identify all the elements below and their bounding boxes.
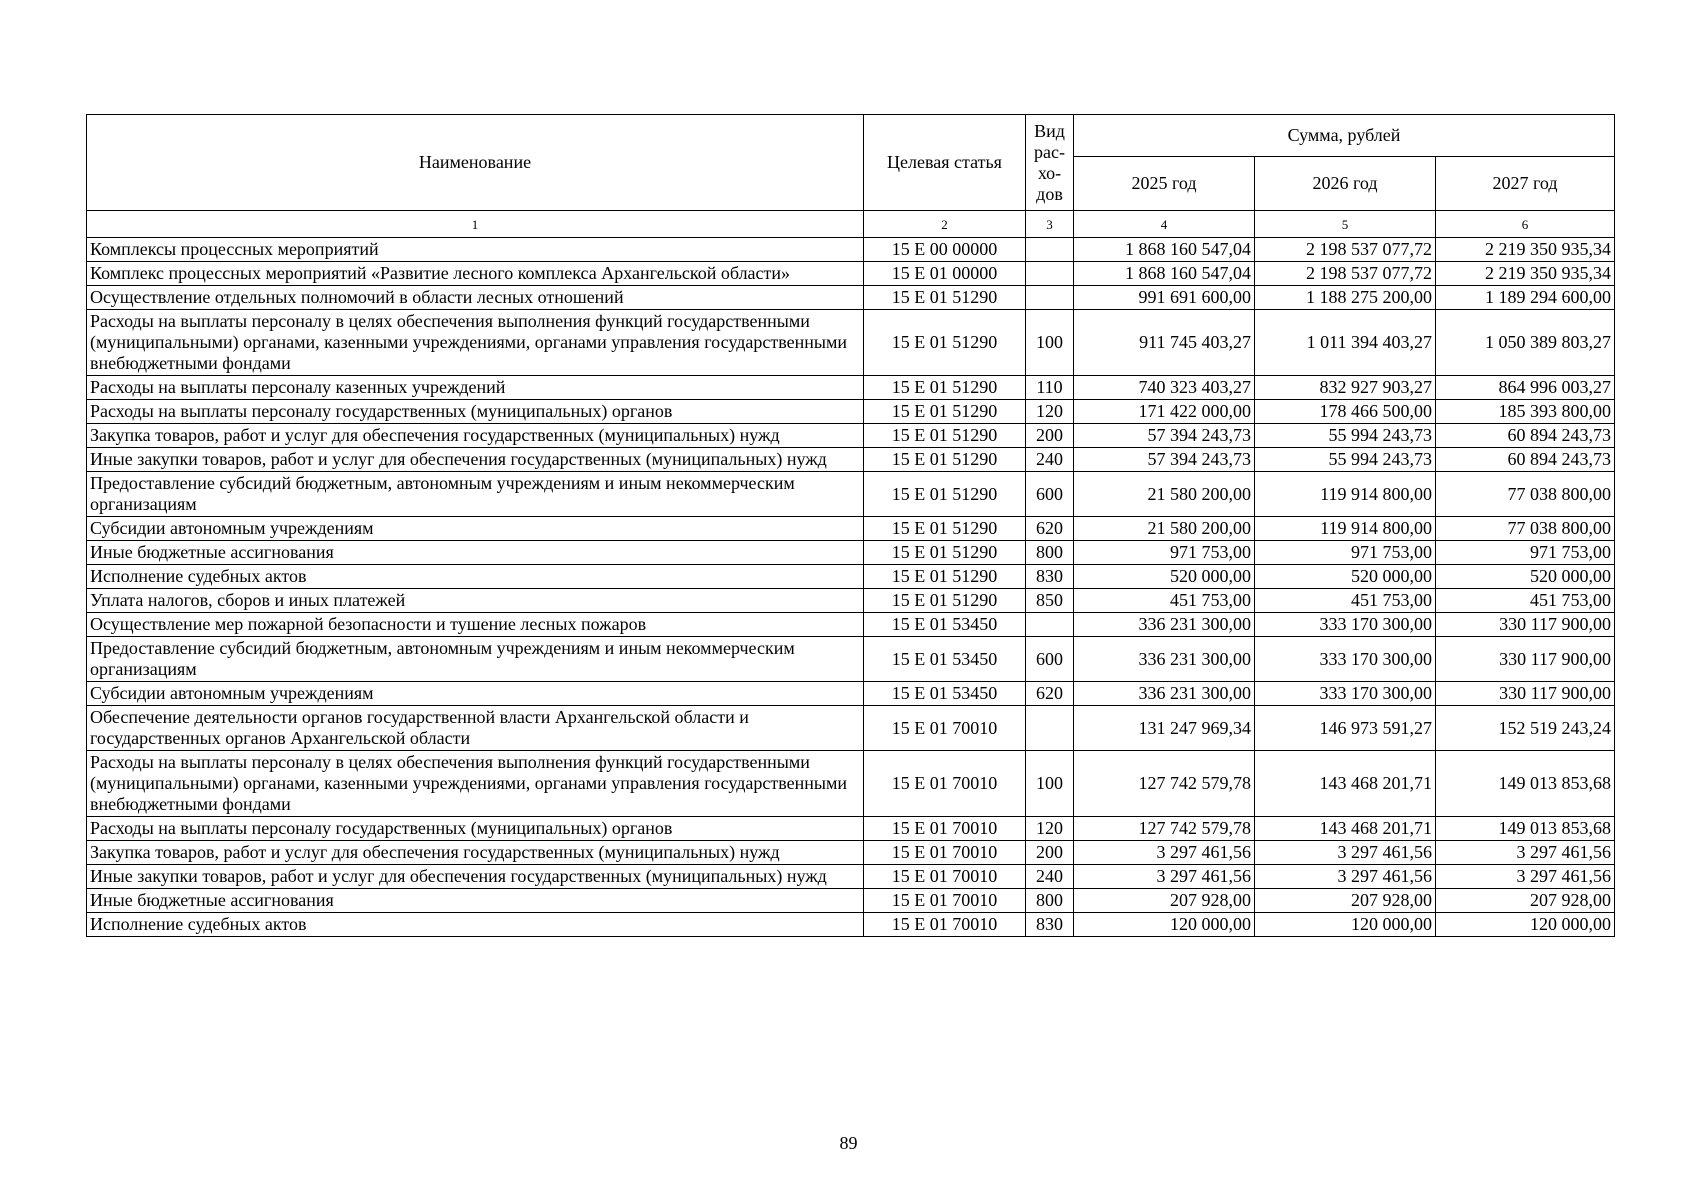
row-amount-2025: 520 000,00 (1074, 565, 1255, 589)
row-expense-kind: 600 (1026, 472, 1074, 517)
table-row (87, 706, 1615, 751)
row-amount-2025: 3 297 461,56 (1074, 865, 1255, 889)
row-amount-2026: 2 198 537 077,72 (1255, 262, 1436, 286)
row-amount-2026: 1 188 275 200,00 (1255, 286, 1436, 310)
row-target-code: 15 Е 01 70010 (864, 706, 1026, 751)
row-target-code: 15 Е 01 70010 (864, 913, 1026, 937)
row-expense-kind (1026, 286, 1074, 310)
row-target-code: 15 Е 01 51290 (864, 472, 1026, 517)
table-row (87, 238, 1615, 262)
row-target-code: 15 Е 01 53450 (864, 637, 1026, 682)
table-row (87, 541, 1615, 565)
row-name: Исполнение судебных актов (87, 565, 864, 589)
row-name: Комплексы процессных мероприятий (87, 238, 864, 262)
row-expense-kind: 830 (1026, 565, 1074, 589)
row-target-code: 15 Е 00 00000 (864, 238, 1026, 262)
row-amount-2026: 451 753,00 (1255, 589, 1436, 613)
row-name: Субсидии автономным учреждениям (87, 517, 864, 541)
row-expense-kind: 240 (1026, 448, 1074, 472)
table-row (87, 865, 1615, 889)
row-amount-2026: 119 914 800,00 (1255, 517, 1436, 541)
header-kind-line: Вид (1034, 120, 1065, 141)
column-number: 4 (1074, 211, 1255, 238)
table-row (87, 376, 1615, 400)
row-expense-kind: 620 (1026, 517, 1074, 541)
row-target-code: 15 Е 01 51290 (864, 310, 1026, 376)
row-name: Расходы на выплаты персоналу в целях обеспечения выполнения функций государственными (муниципальными) органами, казенными учреждениями, органами управления государственными внебюджетными фондами (87, 751, 864, 817)
row-amount-2027: 330 117 900,00 (1436, 682, 1615, 706)
row-amount-2025: 207 928,00 (1074, 889, 1255, 913)
row-target-code: 15 Е 01 51290 (864, 376, 1026, 400)
row-expense-kind (1026, 262, 1074, 286)
row-target-code: 15 Е 01 51290 (864, 448, 1026, 472)
row-amount-2027: 207 928,00 (1436, 889, 1615, 913)
header-kind-line: хо- (1037, 162, 1062, 183)
table-header (87, 115, 1615, 238)
row-name: Комплекс процессных мероприятий «Развитие лесного комплекса Архангельской области» (87, 262, 864, 286)
header-kind-line: дов (1036, 183, 1063, 204)
row-expense-kind: 100 (1026, 310, 1074, 376)
row-amount-2026: 207 928,00 (1255, 889, 1436, 913)
row-expense-kind: 200 (1026, 841, 1074, 865)
row-amount-2027: 451 753,00 (1436, 589, 1615, 613)
row-amount-2026: 143 468 201,71 (1255, 751, 1436, 817)
row-expense-kind: 100 (1026, 751, 1074, 817)
row-expense-kind: 120 (1026, 400, 1074, 424)
column-number: 6 (1436, 211, 1615, 238)
row-expense-kind: 110 (1026, 376, 1074, 400)
row-amount-2027: 152 519 243,24 (1436, 706, 1615, 751)
row-amount-2026: 1 011 394 403,27 (1255, 310, 1436, 376)
row-target-code: 15 Е 01 70010 (864, 751, 1026, 817)
row-amount-2025: 911 745 403,27 (1074, 310, 1255, 376)
table-row (87, 637, 1615, 682)
row-amount-2027: 185 393 800,00 (1436, 400, 1615, 424)
row-amount-2025: 127 742 579,78 (1074, 751, 1255, 817)
budget-table (86, 114, 1615, 937)
row-amount-2026: 520 000,00 (1255, 565, 1436, 589)
row-amount-2025: 1 868 160 547,04 (1074, 262, 1255, 286)
row-expense-kind: 240 (1026, 865, 1074, 889)
row-target-code: 15 Е 01 51290 (864, 400, 1026, 424)
row-amount-2026: 832 927 903,27 (1255, 376, 1436, 400)
row-name: Иные закупки товаров, работ и услуг для обеспечения государственных (муниципальных) нужд (87, 865, 864, 889)
row-name: Расходы на выплаты персоналу государственных (муниципальных) органов (87, 400, 864, 424)
row-name: Иные бюджетные ассигнования (87, 541, 864, 565)
header-kind (1026, 115, 1074, 211)
table-row (87, 841, 1615, 865)
row-name: Расходы на выплаты персоналу казенных учреждений (87, 376, 864, 400)
row-name: Исполнение судебных актов (87, 913, 864, 937)
row-amount-2025: 120 000,00 (1074, 913, 1255, 937)
row-amount-2025: 57 394 243,73 (1074, 448, 1255, 472)
row-amount-2027: 864 996 003,27 (1436, 376, 1615, 400)
row-amount-2026: 3 297 461,56 (1255, 841, 1436, 865)
row-amount-2025: 336 231 300,00 (1074, 613, 1255, 637)
row-amount-2027: 3 297 461,56 (1436, 841, 1615, 865)
row-name: Предоставление субсидий бюджетным, автономным учреждениям и иным некоммерческим организациям (87, 637, 864, 682)
row-amount-2027: 3 297 461,56 (1436, 865, 1615, 889)
row-name: Осуществление мер пожарной безопасности и тушение лесных пожаров (87, 613, 864, 637)
row-amount-2027: 520 000,00 (1436, 565, 1615, 589)
column-number: 3 (1026, 211, 1074, 238)
row-amount-2027: 2 219 350 935,34 (1436, 238, 1615, 262)
row-name: Иные бюджетные ассигнования (87, 889, 864, 913)
row-amount-2026: 55 994 243,73 (1255, 424, 1436, 448)
row-amount-2026: 3 297 461,56 (1255, 865, 1436, 889)
row-amount-2027: 1 189 294 600,00 (1436, 286, 1615, 310)
row-amount-2027: 120 000,00 (1436, 913, 1615, 937)
row-amount-2025: 21 580 200,00 (1074, 517, 1255, 541)
column-number: 1 (87, 211, 864, 238)
row-amount-2025: 971 753,00 (1074, 541, 1255, 565)
row-expense-kind: 120 (1026, 817, 1074, 841)
table-row (87, 286, 1615, 310)
row-target-code: 15 Е 01 51290 (864, 589, 1026, 613)
row-amount-2026: 178 466 500,00 (1255, 400, 1436, 424)
table-row (87, 424, 1615, 448)
row-name: Иные закупки товаров, работ и услуг для обеспечения государственных (муниципальных) нужд (87, 448, 864, 472)
page-number: 89 (839, 1133, 858, 1153)
row-amount-2027: 77 038 800,00 (1436, 472, 1615, 517)
table-row (87, 589, 1615, 613)
row-amount-2025: 991 691 600,00 (1074, 286, 1255, 310)
row-expense-kind (1026, 706, 1074, 751)
row-amount-2027: 1 050 389 803,27 (1436, 310, 1615, 376)
table-row (87, 517, 1615, 541)
row-amount-2026: 971 753,00 (1255, 541, 1436, 565)
row-amount-2025: 3 297 461,56 (1074, 841, 1255, 865)
row-amount-2027: 2 219 350 935,34 (1436, 262, 1615, 286)
row-expense-kind: 800 (1026, 541, 1074, 565)
row-amount-2026: 333 170 300,00 (1255, 682, 1436, 706)
row-amount-2025: 127 742 579,78 (1074, 817, 1255, 841)
row-expense-kind: 830 (1026, 913, 1074, 937)
column-number: 2 (864, 211, 1026, 238)
row-amount-2026: 333 170 300,00 (1255, 613, 1436, 637)
table-row (87, 262, 1615, 286)
row-expense-kind: 850 (1026, 589, 1074, 613)
row-name: Закупка товаров, работ и услуг для обеспечения государственных (муниципальных) нужд (87, 841, 864, 865)
table-row (87, 310, 1615, 376)
row-target-code: 15 Е 01 51290 (864, 286, 1026, 310)
table-body (87, 238, 1615, 937)
row-target-code: 15 Е 01 70010 (864, 817, 1026, 841)
table-row (87, 565, 1615, 589)
table-row (87, 613, 1615, 637)
row-target-code: 15 Е 01 51290 (864, 424, 1026, 448)
row-amount-2026: 55 994 243,73 (1255, 448, 1436, 472)
row-amount-2027: 971 753,00 (1436, 541, 1615, 565)
table-row (87, 448, 1615, 472)
row-name: Предоставление субсидий бюджетным, автономным учреждениям и иным некоммерческим организациям (87, 472, 864, 517)
row-amount-2027: 77 038 800,00 (1436, 517, 1615, 541)
row-expense-kind (1026, 238, 1074, 262)
row-name: Обеспечение деятельности органов государственной власти Архангельской области и государственных органов Архангельской области (87, 706, 864, 751)
row-name: Расходы на выплаты персоналу в целях обеспечения выполнения функций государственными (муниципальными) органами, казенными учреждениями, органами управления государственными внебюджетными фондами (87, 310, 864, 376)
row-amount-2025: 451 753,00 (1074, 589, 1255, 613)
row-name: Уплата налогов, сборов и иных платежей (87, 589, 864, 613)
row-expense-kind (1026, 613, 1074, 637)
row-target-code: 15 Е 01 70010 (864, 889, 1026, 913)
row-name: Осуществление отдельных полномочий в области лесных отношений (87, 286, 864, 310)
row-amount-2025: 740 323 403,27 (1074, 376, 1255, 400)
table-row (87, 913, 1615, 937)
header-year-2025: 2025 год (1074, 157, 1255, 211)
header-name: Наименование (87, 115, 864, 211)
header-year-2026: 2026 год (1255, 157, 1436, 211)
table-row (87, 472, 1615, 517)
row-target-code: 15 Е 01 70010 (864, 841, 1026, 865)
row-expense-kind: 800 (1026, 889, 1074, 913)
row-amount-2026: 120 000,00 (1255, 913, 1436, 937)
row-amount-2025: 171 422 000,00 (1074, 400, 1255, 424)
header-code: Целевая статья (864, 115, 1026, 211)
row-target-code: 15 Е 01 53450 (864, 682, 1026, 706)
table-row (87, 751, 1615, 817)
table-row (87, 889, 1615, 913)
row-amount-2026: 2 198 537 077,72 (1255, 238, 1436, 262)
row-target-code: 15 Е 01 53450 (864, 613, 1026, 637)
row-amount-2025: 336 231 300,00 (1074, 637, 1255, 682)
row-amount-2027: 149 013 853,68 (1436, 751, 1615, 817)
row-amount-2026: 119 914 800,00 (1255, 472, 1436, 517)
row-amount-2025: 21 580 200,00 (1074, 472, 1255, 517)
row-amount-2027: 149 013 853,68 (1436, 817, 1615, 841)
row-amount-2025: 1 868 160 547,04 (1074, 238, 1255, 262)
row-target-code: 15 Е 01 00000 (864, 262, 1026, 286)
row-amount-2025: 336 231 300,00 (1074, 682, 1255, 706)
row-name: Закупка товаров, работ и услуг для обеспечения государственных (муниципальных) нужд (87, 424, 864, 448)
row-amount-2025: 131 247 969,34 (1074, 706, 1255, 751)
row-amount-2026: 143 468 201,71 (1255, 817, 1436, 841)
table-row (87, 682, 1615, 706)
column-number: 5 (1255, 211, 1436, 238)
row-expense-kind: 620 (1026, 682, 1074, 706)
header-kind-line: рас- (1034, 141, 1065, 162)
header-year-2027: 2027 год (1436, 157, 1615, 211)
row-target-code: 15 Е 01 51290 (864, 517, 1026, 541)
row-amount-2027: 60 894 243,73 (1436, 424, 1615, 448)
row-amount-2026: 333 170 300,00 (1255, 637, 1436, 682)
row-expense-kind: 600 (1026, 637, 1074, 682)
row-amount-2025: 57 394 243,73 (1074, 424, 1255, 448)
row-target-code: 15 Е 01 51290 (864, 541, 1026, 565)
row-name: Расходы на выплаты персоналу государственных (муниципальных) органов (87, 817, 864, 841)
row-target-code: 15 Е 01 70010 (864, 865, 1026, 889)
table-row (87, 817, 1615, 841)
header-sum: Сумма, рублей (1074, 115, 1615, 157)
table-row (87, 400, 1615, 424)
row-amount-2026: 146 973 591,27 (1255, 706, 1436, 751)
row-amount-2027: 330 117 900,00 (1436, 613, 1615, 637)
row-expense-kind: 200 (1026, 424, 1074, 448)
row-amount-2027: 60 894 243,73 (1436, 448, 1615, 472)
row-name: Субсидии автономным учреждениям (87, 682, 864, 706)
row-target-code: 15 Е 01 51290 (864, 565, 1026, 589)
row-amount-2027: 330 117 900,00 (1436, 637, 1615, 682)
